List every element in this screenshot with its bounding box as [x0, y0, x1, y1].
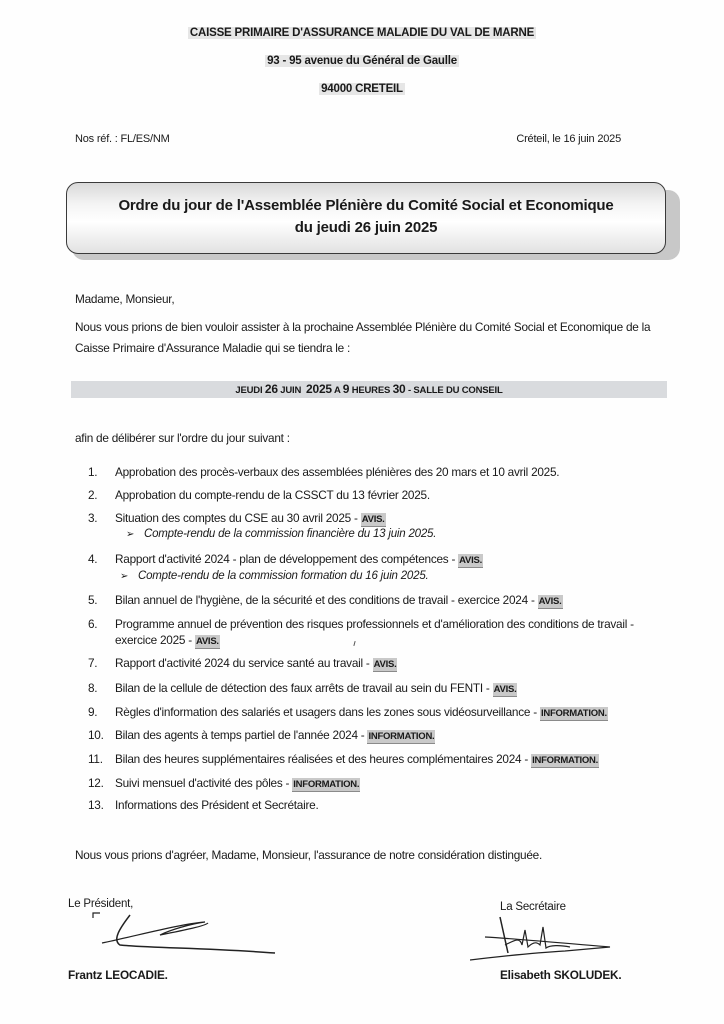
avis-tag: AVIS. [195, 636, 219, 647]
agenda-item-text: Bilan des agents à temps partiel de l'année 2024 - INFORMATION. [115, 728, 435, 742]
salutation: Madame, Monsieur, [75, 292, 175, 306]
meeting-hour: 9 [342, 382, 350, 396]
agenda-item-text: Informations des Président et Secrétaire. [115, 798, 319, 812]
agenda-item-number: 8. [88, 681, 98, 695]
agenda-item-number: 4. [88, 552, 98, 566]
agenda-item-text: Suivi mensuel d'activité des pôles - INFORMATION. [115, 776, 360, 790]
avis-tag: AVIS. [361, 514, 385, 525]
avis-tag: AVIS. [373, 659, 397, 670]
arrow-bullet-icon: ➢ [126, 529, 135, 540]
secretary-signature-image [470, 915, 630, 965]
agenda-item-number: 5. [88, 593, 98, 607]
organization-city: 94000 CRETEIL [321, 83, 403, 95]
agenda-item-text: Bilan des heures supplémentaires réalisées et des heures complémentaires 2024 - INFORMATION. [115, 752, 599, 766]
meeting-year: 2025 [306, 382, 332, 396]
agenda-item-number: 11. [88, 752, 103, 766]
agenda-item-number: 1. [88, 465, 98, 479]
meeting-room: SALLE DU CONSEIL [413, 385, 503, 396]
agenda-sub-item: ➢ Compte-rendu de la commission formation du 16 juin 2025. [120, 568, 429, 585]
arrow-bullet-icon: ➢ [120, 571, 129, 582]
agenda-item-number: 3. [88, 511, 98, 525]
president-name: Frantz LEOCADIE. [68, 968, 168, 982]
meeting-minutes: 30 [392, 382, 406, 396]
agenda-item-text: Situation des comptes du CSE au 30 avril 2025 - AVIS. [115, 511, 385, 525]
organization-name: CAISSE PRIMAIRE D'ASSURANCE MALADIE DU VAL DE MARNE [189, 27, 535, 39]
agenda-item-number: 10. [88, 728, 104, 742]
agenda-item-text: Bilan annuel de l'hygiène, de la sécurité et des conditions de travail - exercice 2024 - AVIS. [115, 593, 562, 607]
avis-tag: AVIS. [493, 684, 517, 695]
meeting-separator: - [407, 385, 411, 396]
reference: Nos réf. : FL/ES/NM [75, 133, 170, 145]
meeting-date-num: 26 [264, 382, 278, 396]
closing-formula: Nous vous prions d'agréer, Madame, Monsieur, l'assurance de notre considération distinguée. [75, 848, 543, 862]
president-signature-image [90, 910, 290, 955]
agenda-item-number: 9. [88, 705, 98, 719]
avis-tag: AVIS. [538, 596, 562, 607]
agenda-item-number: 6. [88, 617, 98, 631]
agenda-item-text: Règles d'information des salariés et usagers dans les zones sous vidéosurveillance - INFORMATION. [115, 705, 607, 719]
title-box [66, 182, 666, 254]
secretary-role: La Secrétaire [500, 901, 566, 913]
agenda-item-text: Approbation du compte-rendu de la CSSCT du 13 février 2025. [115, 488, 430, 502]
agenda-item-text: Programme annuel de prévention des risques professionnels et d'amélioration des conditions de travail - [115, 617, 634, 631]
information-tag: INFORMATION. [368, 731, 435, 742]
agenda-item-number: 13. [88, 798, 104, 812]
agenda-item-text-continued: exercice 2025 - AVIS. [115, 633, 219, 647]
title-line-2: du jeudi 26 juin 2025 [294, 219, 438, 236]
meeting-day: JEUDI [235, 385, 263, 396]
agenda-sub-item: ➢ Compte-rendu de la commission financière du 13 juin 2025. [126, 526, 436, 543]
agenda-item-number: 12. [88, 776, 104, 790]
meeting-hours-word: HEURES [351, 385, 391, 396]
avis-tag: AVIS. [459, 555, 483, 566]
agenda-item-number: 7. [88, 656, 98, 670]
agenda-item-number: 2. [88, 488, 98, 502]
information-tag: INFORMATION. [532, 755, 599, 766]
title-line-1: Ordre du jour de l'Assemblée Plénière du Comité Social et Economique [118, 197, 614, 214]
information-tag: INFORMATION. [293, 779, 360, 790]
agenda-item-text: Rapport d'activité 2024 - plan de développement des compétences - AVIS. [115, 552, 483, 566]
agenda-intro: afin de délibérer sur l'ordre du jour suivant : [75, 431, 290, 445]
organization-address: 93 - 95 avenue du Général de Gaulle [267, 55, 457, 67]
agenda-item-text: Rapport d'activité 2024 du service santé au travail - AVIS. [115, 656, 397, 670]
intro-paragraph: Nous vous prions de bien vouloir assister à la prochaine Assemblée Plénière du Comité Social et Economique de la Caisse Primaire d'Assurance Maladie qui se tiendra le : [75, 320, 651, 355]
information-tag: INFORMATION. [540, 708, 607, 719]
agenda-item-text: Approbation des procès-verbaux des assemblées plénières des 20 mars et 10 avril 2025. [115, 465, 560, 479]
meeting-at: A [334, 385, 341, 396]
place-date: Créteil, le 16 juin 2025 [516, 133, 621, 145]
meeting-month: JUIN [280, 385, 302, 396]
agenda-item-text: Bilan de la cellule de détection des faux arrêts de travail au sein du FENTI - AVIS. [115, 681, 517, 695]
meeting-banner [71, 381, 667, 398]
secretary-name: Elisabeth SKOLUDEK. [500, 968, 622, 982]
scan-artifact-mark [353, 641, 355, 646]
president-role: Le Président, [68, 898, 134, 910]
